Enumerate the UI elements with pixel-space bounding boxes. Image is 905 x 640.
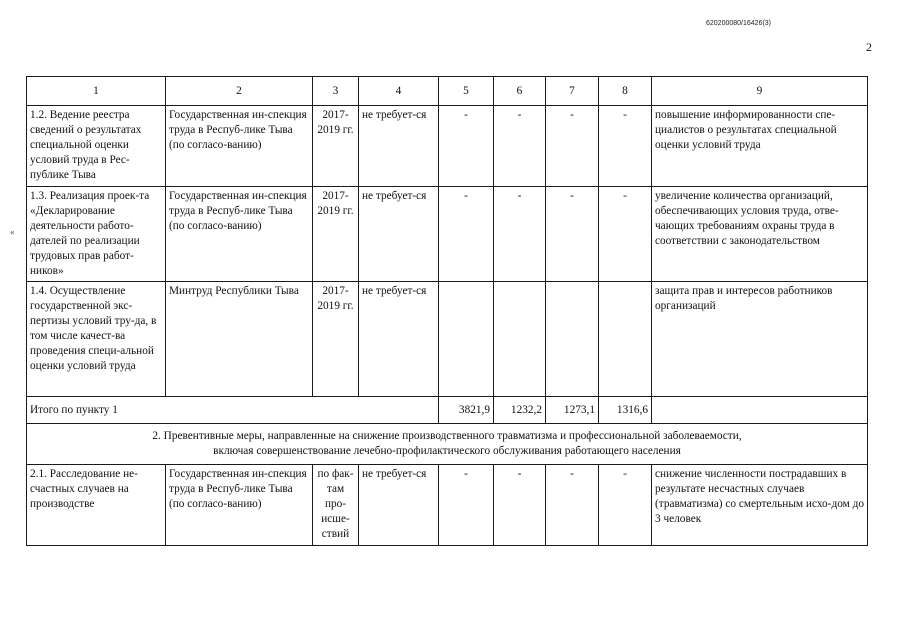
margin-mark: « [10, 227, 15, 237]
column-header: 4 [359, 77, 439, 106]
column-header: 2 [166, 77, 313, 106]
column-header: 6 [494, 77, 546, 106]
funding-source: не требует-ся [359, 187, 439, 282]
page-number: 2 [866, 40, 872, 54]
measure-name: 1.3. Реализация проек-та «Декларирование деятельности работо-дателей по реализации трудовых прав работ-ников» [27, 187, 166, 282]
total-2018: 1273,1 [546, 397, 599, 424]
column-header: 1 [27, 77, 166, 106]
section-heading-line: включая совершенствование лечебно-профилактического обслуживания работающего населения [213, 445, 681, 457]
amount-2017: - [494, 187, 546, 282]
period: 2017-2019 гг. [313, 187, 359, 282]
amount-total [439, 282, 494, 397]
amount-total: - [439, 465, 494, 546]
executor: Государственная ин-спекция труда в Респуб-лике Тыва (по согласо-ванию) [166, 465, 313, 546]
column-header: 3 [313, 77, 359, 106]
amount-2019: - [599, 465, 652, 546]
executor: Государственная ин-спекция труда в Респуб-лике Тыва (по согласо-ванию) [166, 106, 313, 187]
executor: Минтруд Республики Тыва [166, 282, 313, 397]
total-amount: 3821,9 [439, 397, 494, 424]
funding-source: не требует-ся [359, 106, 439, 187]
amount-2019 [599, 282, 652, 397]
funding-source: не требует-ся [359, 282, 439, 397]
period: по фак-там про-исше-ствий [313, 465, 359, 546]
expected-result: защита прав и интересов работников организаций [652, 282, 868, 397]
table-row [27, 106, 868, 187]
column-header: 8 [599, 77, 652, 106]
amount-2019: - [599, 187, 652, 282]
amount-2017 [494, 282, 546, 397]
section-heading-row [27, 424, 868, 465]
amount-total: - [439, 106, 494, 187]
document-id: 620200080/16426(3) [706, 20, 772, 27]
total-label: Итого по пункту 1 [27, 397, 439, 424]
total-2019: 1316,6 [599, 397, 652, 424]
amount-2018 [546, 282, 599, 397]
period: 2017-2019 гг. [313, 106, 359, 187]
amount-2019: - [599, 106, 652, 187]
amount-2018: - [546, 106, 599, 187]
table-row [27, 282, 868, 397]
section-heading-line: 2. Превентивные меры, направленные на снижение производственного травматизма и профессиональной заболеваемости, [152, 430, 742, 442]
measures-table [26, 76, 868, 546]
expected-result: повышение информированности спе-циалистов о результатах специальной оценки условий труда [652, 106, 868, 187]
column-header: 5 [439, 77, 494, 106]
amount-total: - [439, 187, 494, 282]
column-header: 7 [546, 77, 599, 106]
measure-name: 1.4. Осуществление государственной экс-пертизы условий тру-да, в том числе качест-ва проведения специ-альной оценки условий труда [27, 282, 166, 397]
period: 2017-2019 гг. [313, 282, 359, 397]
measure-name: 2.1. Расследование не-счастных случаев на производстве [27, 465, 166, 546]
executor: Государственная ин-спекция труда в Респуб-лике Тыва (по согласо-ванию) [166, 187, 313, 282]
funding-source: не требует-ся [359, 465, 439, 546]
expected-result: увеличение количества организаций, обеспечивающих условия труда, отве-чающих требованиям охраны труда в соответствии с законодательством [652, 187, 868, 282]
section-heading [27, 424, 868, 465]
amount-2018: - [546, 465, 599, 546]
total-result [652, 397, 868, 424]
measure-name: 1.2. Ведение реестра сведений о результатах специальной оценки условий труда в Рес-публике Тыва [27, 106, 166, 187]
amount-2018: - [546, 187, 599, 282]
column-number-row [27, 77, 868, 106]
expected-result: снижение численности пострадавших в результате несчастных случаев (травматизма) со смертельным исхо-дом до 3 человек [652, 465, 868, 546]
total-row [27, 397, 868, 424]
column-header: 9 [652, 77, 868, 106]
table-row [27, 465, 868, 546]
amount-2017: - [494, 106, 546, 187]
amount-2017: - [494, 465, 546, 546]
table-row [27, 187, 868, 282]
total-2017: 1232,2 [494, 397, 546, 424]
